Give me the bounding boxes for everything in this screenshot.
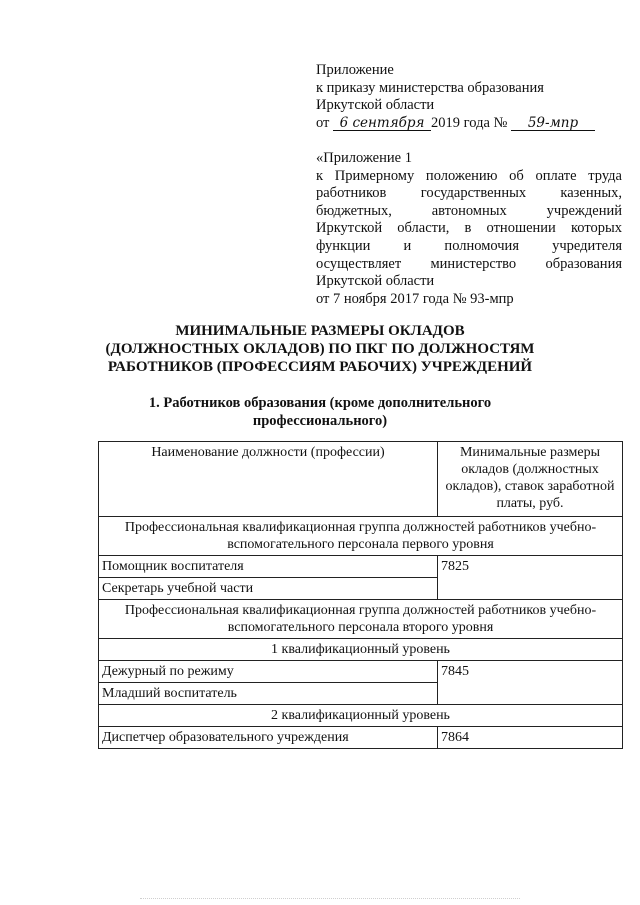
- section-heading-line: 1. Работников образования (кроме дополнительного: [148, 395, 492, 411]
- annex-1-line: «Приложение 1: [316, 150, 412, 166]
- annex-1-line: к Примерному положению об оплате труда: [316, 167, 622, 184]
- annex-header-line: к приказу министерства образования: [316, 79, 544, 96]
- header-position-name: Наименование должности (профессии): [99, 442, 438, 517]
- title-line: МИНИМАЛЬНЫЕ РАЗМЕРЫ ОКЛАДОВ: [175, 323, 465, 339]
- section-heading: [80, 395, 560, 430]
- table-header-row: [99, 442, 623, 517]
- position-cell: Дежурный по режиму: [99, 661, 438, 683]
- table-group-row: [99, 517, 623, 556]
- handwritten-number: 59-мпр: [511, 116, 595, 131]
- annex-header-date-line: [316, 115, 622, 133]
- handwritten-date: 6 сентября: [333, 116, 431, 131]
- table-group-row: [99, 600, 623, 639]
- annex-1-line: функции и полномочия учредителя: [316, 237, 622, 254]
- annex-header-line: Иркутской области: [316, 97, 435, 114]
- title-line: РАБОТНИКОВ (ПРОФЕССИЯМ РАБОЧИХ) УЧРЕЖДЕНИЙ: [107, 359, 533, 375]
- table-row: [99, 661, 623, 683]
- qualification-level-1: 1 квалификационный уровень: [99, 639, 623, 661]
- table-row: [99, 727, 623, 749]
- salary-cell: 7825: [438, 556, 623, 600]
- date-year: 2019 года №: [431, 114, 508, 131]
- position-cell: Секретарь учебной части: [99, 578, 438, 600]
- section-heading-line: профессионального): [252, 412, 388, 429]
- annex-1-date: от 7 ноября 2017 года № 93-мпр: [316, 290, 514, 307]
- group-second-level: Профессиональная квалификационная группа должностей работников учебно-вспомогательного персонала второго уровня: [99, 600, 623, 639]
- group-first-level: Профессиональная квалификационная группа должностей работников учебно-вспомогательного персонала первого уровня: [99, 517, 623, 556]
- position-cell: Младший воспитатель: [99, 683, 438, 705]
- scan-artifact: [140, 898, 520, 900]
- salary-cell: 7845: [438, 661, 623, 705]
- document-title: [60, 322, 580, 376]
- title-line: (ДОЛЖНОСТНЫХ ОКЛАДОВ) ПО ПКГ ПО ДОЛЖНОСТЯМ: [105, 341, 535, 357]
- annex-header: [316, 62, 622, 132]
- qualification-level-2: 2 квалификационный уровень: [99, 705, 623, 727]
- salary-table: [98, 441, 623, 749]
- annex-1-line: работников государственных казенных,: [316, 185, 622, 202]
- header-min-salary: Минимальные размеры окладов (должностных окладов), ставок заработной платы, руб.: [438, 442, 623, 517]
- salary-cell: 7864: [438, 727, 623, 749]
- annex-1-line: Иркутской области, в отношении которых: [316, 220, 622, 237]
- date-prefix: от: [316, 114, 330, 131]
- table-level-row: [99, 705, 623, 727]
- position-cell: Помощник воспитателя: [99, 556, 438, 578]
- annex-1-reference: [316, 150, 622, 308]
- table-row: [99, 556, 623, 578]
- annex-1-line: осуществляет министерство образования: [316, 255, 622, 272]
- annex-header-line: Приложение: [316, 62, 394, 78]
- position-cell: Диспетчер образовательного учреждения: [99, 727, 438, 749]
- annex-1-region: Иркутской области: [316, 273, 435, 290]
- annex-1-line: бюджетных, автономных учреждений: [316, 202, 622, 219]
- table-level-row: [99, 639, 623, 661]
